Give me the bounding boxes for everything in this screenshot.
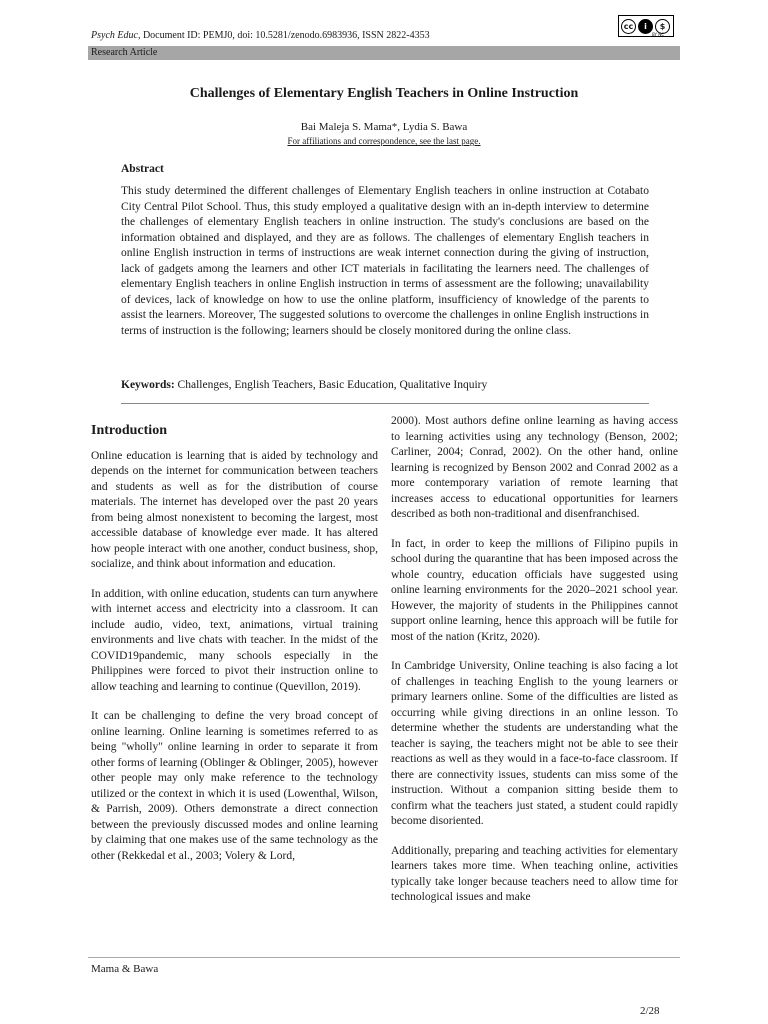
cc-icon: cc (621, 19, 636, 34)
journal-name: Psych Educ (91, 30, 138, 41)
affiliation-note[interactable] (0, 136, 768, 146)
paragraph: It can be challenging to define the very broad concept of online learning. Online learning is sometimes referred to as being "wholly" online learning in order to separate it from other forms of learning (Oblinger & Oblinger, 2005), however other people may only make reference to the technology utilized or the context in which it is used (Lowenthal, Wilson, & Parrish, 2009). Others demonstrate a direct connection between the previously discussed modes and online learning by claiming that one makes use of the same technology as the other (Rekkedal et al., 2003; Volery & Lord, (91, 710, 378, 862)
page-number: 2/28 (640, 1005, 660, 1017)
license-text: BY NC (652, 32, 665, 37)
abstract-heading: Abstract (121, 163, 164, 175)
keywords (121, 379, 487, 391)
cc-license-badge[interactable] (618, 15, 674, 37)
paragraph: Online education is learning that is aided by technology and depends on the internet for communication between teachers and students as well as for the distribution of course materials. The internet has developed over the past 20 years from being almost nonexistent to becoming the largest, most accessible database of knowledge ever made. It has altered how people interact with one another, conduct business, shop, socialize, and think about information and education. (91, 449, 378, 570)
keywords-label: Keywords: (121, 379, 175, 391)
journal-header (91, 30, 430, 41)
left-column (91, 423, 378, 878)
abstract-divider (121, 403, 649, 404)
right-column (391, 414, 678, 954)
article-type: Research Article (91, 47, 158, 58)
paragraph: In Cambridge University, Online teaching is also facing a lot of challenges in teaching English to the young learners or primary learners online. Some of the difficulties are listed as occurring while giving directions in an online lesson. To determine whether the students are understanding what the teacher is saying, the teachers might not be able to see their reactions as well as they would in a face-to-face classroom. If there are connectivity issues, students can miss some of the instruction. Without a companion sitting beside them to confirm what the teachers just stated, a student could rapidly become disoriented. (391, 660, 678, 827)
affiliation-link[interactable]: For affiliations and correspondence, see the last page. (287, 136, 481, 146)
keywords-list: Challenges, English Teachers, Basic Education, Qualitative Inquiry (174, 379, 488, 391)
paragraph: In fact, in order to keep the millions of Filipino pupils in school during the quarantine that has been imposed across the whole country, education officials have suggested using online learning environments for the 2020–2021 school year. However, the majority of students in the Philippines cannot support online learning, hence this approach will be futile for most of the nation (Kritz, 2020). (391, 537, 678, 643)
paragraph: Additionally, preparing and teaching activities for elementary learners takes more time. When teaching online, activities typically take longer because teachers need to allow time for technological issues and make (391, 844, 678, 903)
introduction-heading: Introduction (91, 423, 167, 438)
paper-authors: Bai Maleja S. Mama*, Lydia S. Bawa (300, 121, 468, 133)
nc-icon: $ (655, 19, 670, 34)
abstract-text: This study determined the different challenges of Elementary English teachers in online instruction at Cotabato City Central Pilot School. Thus, this study employed a qualitative design with an in-depth interview to determine the challenges of elementary English teachers in online instruction. The study's conclusions are based on the information obtained and displayed, and they are as follows. The challenges of elementary English teachers in online English instruction in terms of instructions are weak internet connection during the giving of instruction, lack of gadgets among the learners and other ICT materials in facilitating the learners need. The challenges of elementary English teachers in online English instruction in terms of assessment are the following; unavailability of devices, lack of knowledge on how to use the online platform, insufficiency of knowledge of the parents to assist the learners. Moreover, The suggested solutions to overcome the challenges in online English instructions in terms of instruction is the following; learners should be closely monitored during the online class. (121, 185, 649, 337)
paper-title: Challenges of Elementary English Teachers in Online Instruction (189, 86, 579, 101)
paragraph: 2000). Most authors define online learning as having access to learning activities using any technology (Benson, 2002; Carliner, 2004; Conrad, 2002). On the other hand, online learning is recognized by Benson 2002 and Conrad 2002 as a more contemporary variation of remote learning that increases access to educational opportunities for learners described as both non-traditional and disenfranchised. (391, 415, 678, 520)
paragraph: In addition, with online education, students can turn anywhere with internet access and electricity into a classroom. It can include audio, video, text, animations, virtual training environments and live chats with teacher. In the midst of the COVID19pandemic, many schools especially in the Philippines were forced to pivot their instruction online to allow teaching and learning to continue (Quevillon, 2019). (91, 587, 378, 693)
by-icon: i (638, 19, 653, 34)
footer-authors: Mama & Bawa (91, 963, 159, 975)
footer-divider (88, 957, 680, 958)
article-type-bar (88, 46, 680, 60)
document-info: , Document ID: PEMJ0, doi: 10.5281/zenodo.6983936, ISSN 2822-4353 (137, 30, 430, 41)
